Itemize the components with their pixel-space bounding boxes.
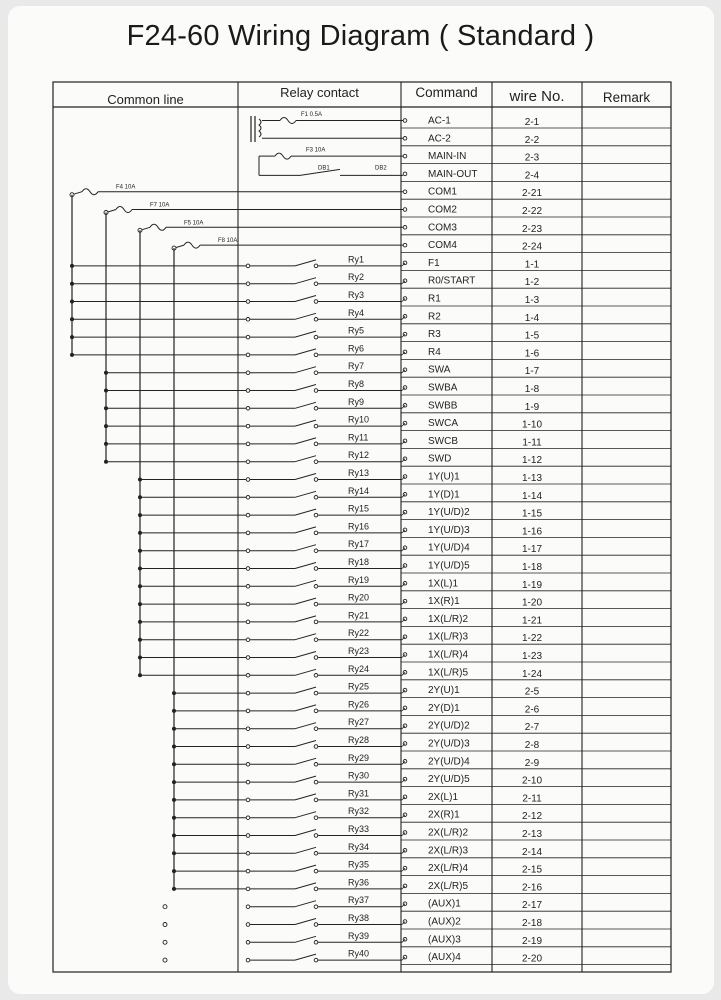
relay-label: Ry7 bbox=[348, 361, 365, 372]
relay-terminal bbox=[246, 442, 250, 446]
relay-contact-blade bbox=[295, 278, 316, 284]
relay-terminal bbox=[246, 389, 250, 393]
relay-label: Ry13 bbox=[348, 468, 370, 478]
relay-label: Ry23 bbox=[348, 646, 370, 656]
command-cell: MAIN-IN bbox=[428, 151, 467, 163]
fuse-label-f1: F1 0.5A bbox=[301, 112, 323, 118]
relay-label: Ry14 bbox=[348, 485, 370, 496]
relay-terminal bbox=[246, 638, 250, 642]
relay-label: Ry36 bbox=[348, 877, 370, 888]
relay-terminal bbox=[246, 763, 250, 767]
relay-terminal bbox=[314, 780, 318, 784]
relay-label: Ry27 bbox=[348, 717, 370, 728]
relay-contact-blade bbox=[295, 954, 316, 960]
wire-no-cell: 2-23 bbox=[521, 223, 543, 235]
relay-contact-blade bbox=[295, 687, 316, 693]
relay-terminal bbox=[246, 958, 250, 962]
transformer-coil bbox=[259, 119, 261, 137]
relay-terminal bbox=[246, 656, 250, 660]
relay-terminal bbox=[246, 834, 250, 838]
wire-no-cell: 2-9 bbox=[524, 757, 540, 769]
wire-no-cell: 2-21 bbox=[521, 188, 543, 200]
command-cell: 2Y(U/D)3 bbox=[428, 738, 470, 750]
command-cell: 1X(L)1 bbox=[428, 578, 459, 590]
relay-terminal bbox=[246, 513, 250, 517]
relay-contact-blade bbox=[295, 634, 316, 640]
relay-terminal bbox=[246, 496, 250, 500]
relay-terminal bbox=[246, 549, 250, 553]
wire-no-cell: 1-8 bbox=[524, 384, 540, 395]
relay-contact-blade bbox=[295, 385, 316, 391]
wire-no-cell: 1-21 bbox=[521, 615, 543, 627]
wire-no-cell: 1-18 bbox=[521, 562, 543, 573]
relay-contact-blade bbox=[295, 919, 316, 925]
relay-terminal bbox=[314, 567, 318, 571]
relay-terminal bbox=[246, 478, 250, 482]
wire-no-cell: 1-12 bbox=[521, 455, 543, 467]
relay-label: Ry5 bbox=[348, 325, 365, 336]
command-cell: (AUX)1 bbox=[428, 898, 461, 910]
relay-contact-blade bbox=[295, 776, 316, 782]
relay-label: Ry9 bbox=[348, 396, 365, 407]
command-cell: 2X(L)1 bbox=[428, 791, 459, 803]
relay-contact-blade bbox=[295, 509, 316, 515]
wire-no-cell: 2-4 bbox=[524, 170, 540, 182]
relay-label: Ry4 bbox=[348, 307, 365, 318]
relay-label: Ry29 bbox=[348, 752, 370, 763]
relay-contact-blade bbox=[295, 402, 316, 408]
wire-no-cell: 1-4 bbox=[524, 312, 540, 324]
relay-terminal bbox=[314, 656, 318, 660]
relay-label: Ry30 bbox=[348, 770, 370, 781]
wire-no-cell: 1-3 bbox=[524, 295, 540, 306]
relay-contact-blade bbox=[295, 296, 316, 302]
wire-no-cell: 2-12 bbox=[521, 811, 543, 823]
relay-contact-blade bbox=[295, 260, 316, 266]
relay-terminal bbox=[246, 691, 250, 695]
wire-no-cell: 2-24 bbox=[521, 241, 543, 253]
relay-terminal bbox=[314, 602, 318, 606]
aux-terminal bbox=[163, 923, 167, 927]
relay-label: Ry1 bbox=[348, 254, 365, 265]
command-cell: 1X(L/R)2 bbox=[428, 613, 469, 625]
relay-contact-blade bbox=[295, 883, 316, 889]
command-cell: 2X(R)1 bbox=[428, 809, 460, 821]
command-cell: 2Y(U/D)4 bbox=[428, 756, 470, 768]
relay-terminal bbox=[246, 407, 250, 411]
fuse-f1-icon bbox=[280, 118, 296, 124]
wire-no-cell: 1-20 bbox=[521, 597, 543, 609]
relay-label: Ry2 bbox=[348, 272, 365, 283]
relay-terminal bbox=[314, 691, 318, 695]
wire-no-cell: 1-2 bbox=[524, 277, 540, 289]
relay-terminal bbox=[246, 318, 250, 322]
transformer-symbol bbox=[251, 116, 255, 142]
fuse-label-f3: F3 10A bbox=[306, 147, 326, 154]
command-cell: (AUX)2 bbox=[428, 916, 461, 928]
relay-contact-blade bbox=[295, 474, 316, 480]
relay-terminal bbox=[314, 335, 318, 339]
wire-no-cell: 2-10 bbox=[521, 775, 543, 787]
relay-contact-blade bbox=[295, 456, 316, 462]
command-cell: 1Y(U)1 bbox=[428, 471, 460, 483]
wire-no-cell: 2-6 bbox=[524, 704, 540, 716]
wire-no-cell: 1-7 bbox=[524, 366, 540, 378]
relay-label: Ry21 bbox=[348, 610, 370, 621]
command-terminal bbox=[403, 226, 407, 230]
relay-contact-blade bbox=[295, 812, 316, 818]
command-cell: R3 bbox=[428, 329, 441, 341]
header-remark: Remark bbox=[602, 90, 651, 105]
relay-contact-blade bbox=[295, 527, 316, 533]
wire-no-cell: 1-24 bbox=[521, 668, 543, 680]
command-cell: 2Y(U/D)5 bbox=[428, 774, 470, 786]
relay-contact-blade bbox=[295, 723, 316, 729]
relay-contact-blade bbox=[295, 865, 316, 871]
relay-contact-blade bbox=[295, 616, 316, 622]
com-fuse-icon bbox=[116, 207, 132, 213]
relay-terminal bbox=[314, 869, 318, 873]
relay-terminal bbox=[246, 585, 250, 589]
relay-terminal bbox=[314, 282, 318, 286]
relay-terminal bbox=[314, 478, 318, 482]
wire-no-cell: 1-16 bbox=[521, 526, 543, 538]
command-cell: COM3 bbox=[428, 222, 457, 234]
relay-contact-blade bbox=[295, 313, 316, 319]
relay-contact-blade bbox=[295, 936, 316, 942]
relay-label: Ry38 bbox=[348, 913, 370, 923]
wire-no-cell: 2-11 bbox=[522, 793, 542, 805]
command-cell: (AUX)3 bbox=[428, 934, 461, 946]
relay-label: Ry6 bbox=[348, 343, 365, 354]
relay-label: Ry3 bbox=[348, 290, 365, 300]
relay-terminal bbox=[246, 816, 250, 820]
wire-no-cell: 1-23 bbox=[521, 651, 543, 662]
command-cell: SWBA bbox=[428, 382, 458, 394]
relay-terminal bbox=[314, 798, 318, 802]
command-cell: 2Y(U/D)2 bbox=[428, 720, 470, 732]
command-cell: AC-1 bbox=[428, 115, 451, 127]
aux-terminal bbox=[163, 940, 167, 944]
command-cell: COM4 bbox=[428, 240, 457, 252]
relay-terminal bbox=[314, 816, 318, 820]
command-cell: SWCB bbox=[428, 435, 458, 447]
command-cell: R2 bbox=[428, 311, 441, 323]
wire-no-cell: 2-20 bbox=[521, 953, 543, 965]
wire-no-cell: 2-22 bbox=[521, 206, 543, 217]
header-command: Command bbox=[415, 85, 478, 100]
relay-label: Ry33 bbox=[348, 824, 370, 834]
command-terminal bbox=[403, 208, 407, 212]
relay-contact-blade bbox=[295, 794, 316, 800]
command-cell: (AUX)4 bbox=[428, 952, 461, 964]
fuse-label-com: F5 10A bbox=[184, 220, 204, 227]
com-fuse-icon bbox=[150, 224, 166, 230]
com-fuse-icon bbox=[184, 242, 200, 248]
relay-terminal bbox=[246, 923, 250, 927]
relay-label: Ry11 bbox=[348, 432, 369, 443]
command-terminal bbox=[403, 137, 407, 141]
wire-no-cell: 2-18 bbox=[521, 918, 543, 929]
command-cell: 1Y(D)1 bbox=[428, 489, 460, 501]
relay-terminal bbox=[314, 887, 318, 891]
relay-terminal bbox=[246, 941, 250, 945]
command-cell: 1Y(U/D)5 bbox=[428, 560, 470, 572]
relay-contact-blade bbox=[295, 705, 316, 711]
relay-terminal bbox=[314, 709, 318, 713]
relay-label: Ry24 bbox=[348, 663, 370, 674]
command-cell: 1X(L/R)5 bbox=[428, 667, 469, 679]
command-cell: R4 bbox=[428, 346, 441, 358]
command-cell: R1 bbox=[428, 293, 441, 305]
wire-no-cell: 1-10 bbox=[521, 419, 543, 431]
command-cell: SWBB bbox=[428, 400, 458, 412]
relay-contact-blade bbox=[295, 669, 316, 675]
wire-no-cell: 2-19 bbox=[521, 935, 543, 947]
command-cell: 2X(L/R)3 bbox=[428, 845, 469, 857]
aux-terminal bbox=[163, 905, 167, 909]
wire-no-cell: 2-3 bbox=[524, 152, 540, 164]
relay-label: Ry19 bbox=[348, 574, 370, 585]
relay-terminal bbox=[246, 335, 250, 339]
command-cell: R0/START bbox=[428, 275, 476, 287]
wire-no-cell: 1-19 bbox=[521, 579, 543, 591]
relay-terminal bbox=[246, 887, 250, 891]
relay-terminal bbox=[314, 620, 318, 624]
relay-label: Ry22 bbox=[348, 628, 370, 639]
relay-terminal bbox=[314, 442, 318, 446]
relay-terminal bbox=[246, 602, 250, 606]
relay-terminal bbox=[246, 264, 250, 268]
relay-contact-blade bbox=[295, 491, 316, 497]
command-cell: AC-2 bbox=[428, 133, 451, 145]
relay-contact-blade bbox=[295, 545, 316, 551]
relay-label: Ry35 bbox=[348, 859, 370, 870]
command-cell: SWCA bbox=[428, 418, 458, 430]
header-common-line: Common line bbox=[107, 92, 184, 107]
wire-no-cell: 1-13 bbox=[521, 473, 543, 484]
relay-terminal bbox=[314, 549, 318, 553]
relay-contact-blade bbox=[295, 830, 316, 836]
wire-no-cell: 2-14 bbox=[521, 846, 543, 858]
wire-no-cell: 2-2 bbox=[524, 134, 540, 146]
relay-label: Ry17 bbox=[348, 539, 370, 550]
com-fuse-icon bbox=[82, 189, 98, 195]
command-cell: 1X(L/R)3 bbox=[428, 631, 469, 643]
wire-no-cell: 1-1 bbox=[524, 259, 540, 271]
relay-terminal bbox=[246, 282, 250, 286]
command-cell: 1X(R)1 bbox=[428, 596, 460, 608]
relay-terminal bbox=[246, 709, 250, 713]
wire-no-cell: 2-8 bbox=[524, 740, 540, 751]
relay-terminal bbox=[314, 389, 318, 393]
relay-terminal bbox=[246, 727, 250, 731]
relay-contact-blade bbox=[295, 758, 316, 764]
command-cell: 1Y(U/D)3 bbox=[428, 524, 470, 536]
command-cell: 2X(L/R)4 bbox=[428, 863, 469, 875]
aux-terminal bbox=[163, 958, 167, 962]
relay-contact-blade bbox=[295, 349, 316, 355]
relay-terminal bbox=[314, 264, 318, 268]
command-cell: 1Y(U/D)4 bbox=[428, 542, 470, 554]
relay-terminal bbox=[314, 585, 318, 589]
header-relay-contact: Relay contact bbox=[280, 85, 359, 100]
relay-contact-blade bbox=[295, 741, 316, 747]
command-terminal bbox=[403, 172, 407, 176]
command-cell: 2X(L/R)5 bbox=[428, 880, 469, 892]
command-cell: 2Y(U)1 bbox=[428, 685, 460, 697]
relay-terminal bbox=[314, 353, 318, 357]
wire-no-cell: 1-22 bbox=[521, 633, 543, 645]
fuse-label-com: F4 10A bbox=[116, 184, 136, 191]
relay-contact-blade bbox=[295, 901, 316, 907]
command-cell: 1Y(U/D)2 bbox=[428, 507, 470, 519]
command-cell: MAIN-OUT bbox=[428, 168, 478, 180]
command-cell: SWA bbox=[428, 364, 451, 376]
command-cell: 2Y(D)1 bbox=[428, 702, 460, 714]
wire-no-cell: 2-1 bbox=[524, 117, 540, 128]
relay-terminal bbox=[246, 780, 250, 784]
command-cell: SWD bbox=[428, 453, 452, 465]
command-terminal bbox=[403, 154, 407, 158]
relay-terminal bbox=[246, 300, 250, 304]
wire-no-cell: 2-5 bbox=[524, 686, 540, 698]
relay-contact-blade bbox=[295, 652, 316, 658]
wire-no-cell: 1-6 bbox=[524, 348, 540, 360]
relay-label: Ry37 bbox=[348, 895, 370, 906]
relay-contact-blade bbox=[295, 331, 316, 337]
relay-label: Ry15 bbox=[348, 503, 370, 514]
command-cell: 1X(L/R)4 bbox=[428, 649, 469, 661]
relay-label: Ry12 bbox=[348, 450, 370, 461]
fuse-label-com: F7 10A bbox=[150, 202, 170, 209]
contact-label-db1: DB1 bbox=[318, 165, 330, 172]
relay-terminal bbox=[246, 460, 250, 464]
relay-terminal bbox=[246, 869, 250, 873]
relay-terminal bbox=[314, 300, 318, 304]
relay-terminal bbox=[246, 353, 250, 357]
relay-label: Ry8 bbox=[348, 379, 365, 389]
header-wire-no: wire No. bbox=[509, 88, 565, 105]
relay-terminal bbox=[314, 923, 318, 927]
relay-terminal bbox=[246, 798, 250, 802]
relay-terminal bbox=[314, 745, 318, 749]
relay-label: Ry25 bbox=[348, 681, 370, 692]
relay-terminal bbox=[246, 567, 250, 571]
relay-terminal bbox=[314, 531, 318, 535]
relay-terminal bbox=[314, 674, 318, 678]
relay-terminal bbox=[314, 496, 318, 500]
command-terminal bbox=[403, 190, 407, 194]
contact-label-db2: DB2 bbox=[375, 165, 387, 172]
command-cell: COM2 bbox=[428, 204, 457, 216]
relay-contact-blade bbox=[295, 563, 316, 569]
relay-contact-blade bbox=[295, 598, 316, 604]
relay-terminal bbox=[246, 852, 250, 856]
fuse-f3-icon bbox=[275, 153, 291, 159]
relay-label: Ry26 bbox=[348, 699, 370, 710]
command-cell: F1 bbox=[428, 257, 440, 269]
relay-terminal bbox=[314, 407, 318, 411]
relay-terminal bbox=[314, 905, 318, 909]
wire-no-cell: 2-7 bbox=[524, 722, 540, 734]
relay-terminal bbox=[314, 852, 318, 856]
relay-terminal bbox=[246, 674, 250, 678]
wire-no-cell: 2-17 bbox=[521, 900, 543, 912]
wire-no-cell: 1-14 bbox=[521, 490, 543, 502]
relay-terminal bbox=[314, 941, 318, 945]
relay-label: Ry20 bbox=[348, 592, 370, 603]
wire-no-cell: 1-17 bbox=[521, 544, 543, 556]
relay-contact-blade bbox=[295, 438, 316, 444]
wire-no-cell: 1-5 bbox=[524, 330, 540, 342]
wire-no-cell: 2-15 bbox=[521, 864, 543, 876]
relay-contact-blade bbox=[295, 367, 316, 373]
command-terminal bbox=[403, 119, 407, 123]
wire-no-cell: 1-11 bbox=[522, 437, 542, 449]
relay-terminal bbox=[314, 424, 318, 428]
relay-terminal bbox=[314, 958, 318, 962]
relay-label: Ry28 bbox=[348, 735, 370, 745]
relay-contact-blade bbox=[295, 847, 316, 853]
relay-terminal bbox=[314, 727, 318, 731]
relay-terminal bbox=[314, 638, 318, 642]
relay-terminal bbox=[314, 513, 318, 517]
wire-no-cell: 1-15 bbox=[521, 508, 543, 520]
relay-terminal bbox=[246, 531, 250, 535]
relay-label: Ry32 bbox=[348, 806, 370, 817]
relay-label: Ry34 bbox=[348, 841, 370, 852]
fuse-label-com: F8 10A bbox=[218, 238, 238, 245]
relay-label: Ry31 bbox=[348, 788, 370, 799]
relay-terminal bbox=[246, 371, 250, 375]
relay-contact-blade bbox=[295, 420, 316, 426]
relay-terminal bbox=[246, 620, 250, 624]
command-cell: 2X(L/R)2 bbox=[428, 827, 469, 839]
page-title: F24-60 Wiring Diagram ( Standard ) bbox=[126, 20, 595, 52]
wire-no-cell: 2-13 bbox=[521, 829, 543, 840]
relay-terminal bbox=[314, 460, 318, 464]
relay-terminal bbox=[246, 905, 250, 909]
relay-terminal bbox=[314, 318, 318, 322]
relay-terminal bbox=[314, 834, 318, 838]
relay-label: Ry39 bbox=[348, 930, 370, 941]
command-cell: COM1 bbox=[428, 186, 457, 198]
relay-label: Ry16 bbox=[348, 521, 370, 532]
wire-no-cell: 1-9 bbox=[524, 401, 540, 413]
relay-terminal bbox=[246, 745, 250, 749]
relay-terminal bbox=[314, 763, 318, 767]
relay-label: Ry10 bbox=[348, 414, 370, 425]
relay-label: Ry18 bbox=[348, 557, 370, 567]
relay-contact-blade bbox=[295, 580, 316, 586]
command-terminal bbox=[403, 243, 407, 247]
relay-terminal bbox=[246, 424, 250, 428]
relay-terminal bbox=[314, 371, 318, 375]
wire-no-cell: 2-16 bbox=[521, 882, 543, 894]
relay-label: Ry40 bbox=[348, 948, 370, 959]
